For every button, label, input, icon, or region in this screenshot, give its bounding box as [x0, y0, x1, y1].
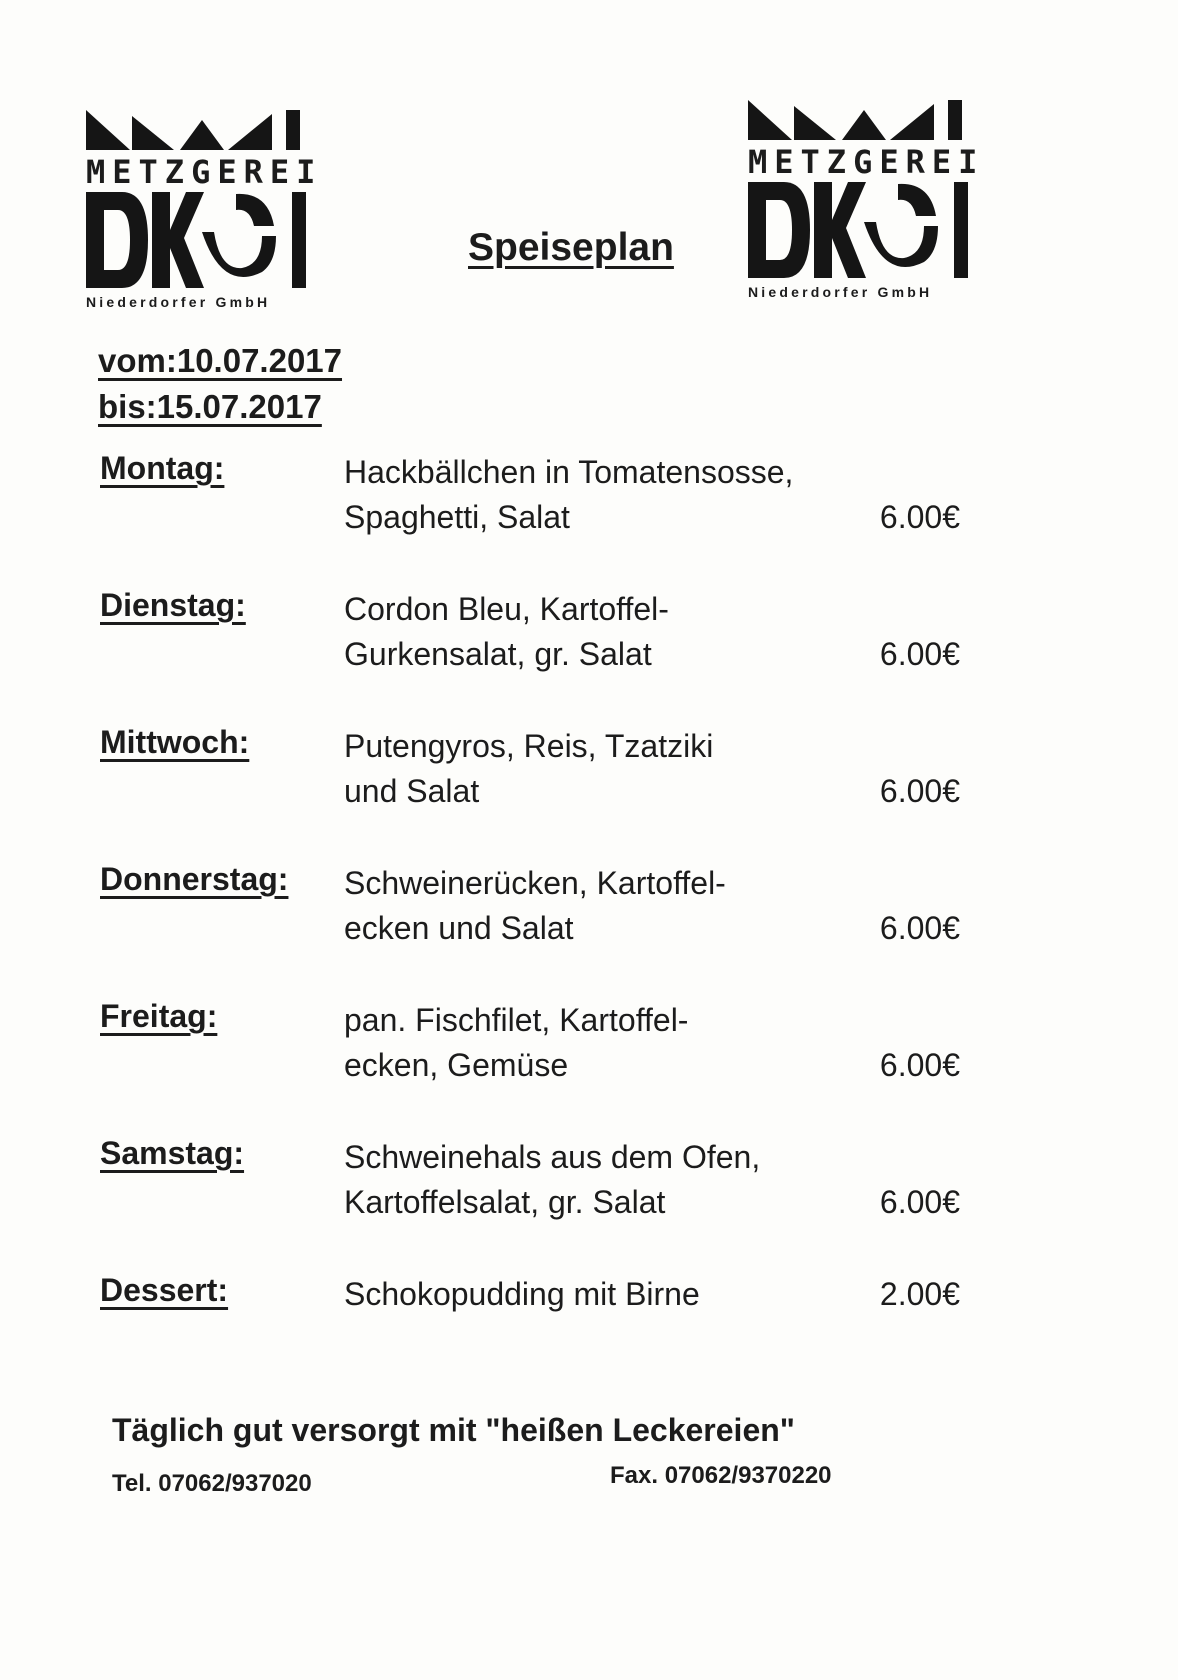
day-label: Dessert:: [100, 1272, 229, 1308]
dish-text: [344, 450, 864, 540]
date-range: [98, 338, 342, 430]
phone-number: Tel. 07062/937020: [112, 1470, 312, 1497]
dish-text: [344, 861, 864, 951]
crown-icon: [748, 100, 978, 140]
dish-text: [344, 587, 864, 677]
butcher-logo-icon: [86, 192, 316, 288]
dish-line: Hackbällchen in Tomatensosse,: [344, 454, 794, 490]
price: 6.00€: [879, 773, 960, 809]
dish-text: [344, 1272, 864, 1317]
logo-gmbh-text: Niederdorfer GmbH: [748, 284, 933, 300]
day-label: Samstag:: [100, 1135, 245, 1171]
dish-line: und Salat: [344, 773, 480, 809]
crown-icon: [86, 110, 316, 150]
dish-line: Kartoffelsalat, gr. Salat: [344, 1184, 666, 1220]
price: 6.00€: [879, 636, 960, 672]
dish-line: ecken, Gemüse: [344, 1047, 569, 1083]
dish-line: Cordon Bleu, Kartoffel-: [344, 591, 669, 627]
dish-line: ecken und Salat: [344, 910, 574, 946]
butcher-logo-icon: [748, 182, 978, 278]
dish-text: [344, 724, 864, 814]
dish-line: Schweinehals aus dem Ofen,: [344, 1139, 761, 1175]
price: 6.00€: [879, 1047, 960, 1083]
logo-right: [748, 100, 988, 300]
logo-left: [86, 110, 326, 310]
date-to: bis:15.07.2017: [98, 388, 322, 425]
day-label: Dienstag:: [100, 587, 246, 623]
dish-text: [344, 998, 864, 1088]
day-label: Mittwoch:: [100, 724, 250, 760]
page-title: Speiseplan: [468, 226, 674, 269]
date-from: vom:10.07.2017: [98, 342, 343, 379]
logo-gmbh-text: Niederdorfer GmbH: [86, 294, 271, 310]
dish-line: Schokopudding mit Birne: [344, 1276, 700, 1312]
dish-line: Spaghetti, Salat: [344, 499, 570, 535]
price: 6.00€: [879, 499, 960, 535]
logo-metzgerei-text: METZGEREI: [748, 143, 985, 181]
fax-number: Fax. 07062/9370220: [610, 1462, 832, 1489]
day-label: Freitag:: [100, 998, 218, 1034]
price: 6.00€: [879, 910, 960, 946]
price: 6.00€: [879, 1184, 960, 1220]
day-label: Donnerstag:: [100, 861, 289, 897]
dish-text: [344, 1135, 864, 1225]
dish-line: pan. Fischfilet, Kartoffel-: [344, 1002, 689, 1038]
price: 2.00€: [879, 1276, 960, 1312]
logo-metzgerei-text: METZGEREI: [86, 153, 323, 191]
dish-line: Schweinerücken, Kartoffel-: [344, 865, 726, 901]
slogan: Täglich gut versorgt mit "heißen Leckereien": [112, 1412, 795, 1448]
dish-line: Gurkensalat, gr. Salat: [344, 636, 652, 672]
dish-line: Putengyros, Reis, Tzatziki: [344, 728, 714, 764]
day-label: Montag:: [100, 450, 225, 486]
